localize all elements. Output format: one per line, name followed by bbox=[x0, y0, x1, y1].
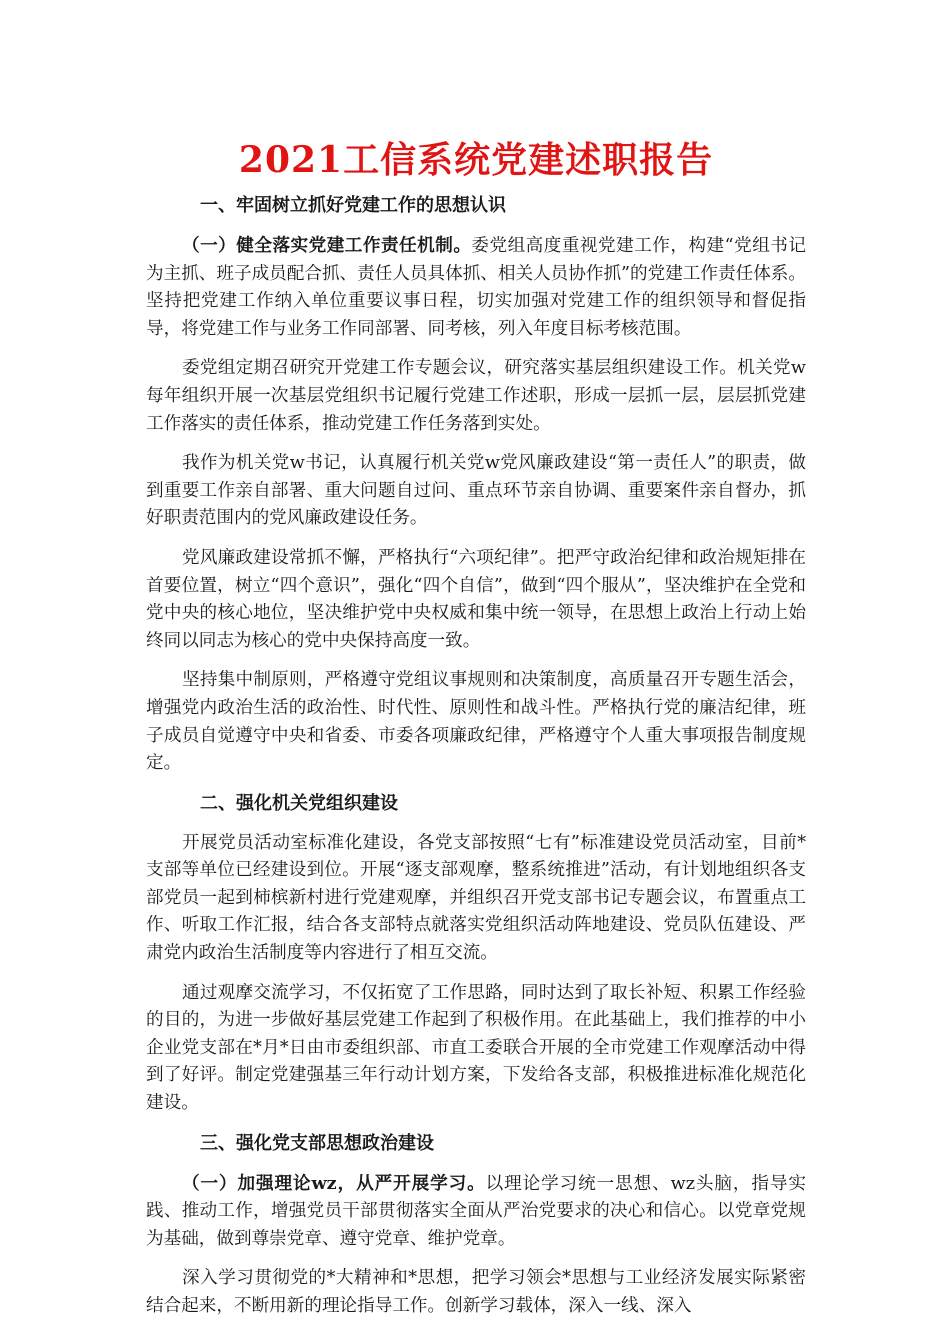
paragraph-text: 委党组定期召研究开党建工作专题会议，研究落实基层组织建设工作。机关党w每年组织开展一次基层党组织书记履行党建工作述职，形成一层抓一层，层层抓党建工作落实的责任体系，推动党建工作任务落到实处。 bbox=[146, 358, 806, 434]
paragraph-text: 开展党员活动室标准化建设，各党支部按照“七有”标准建设党员活动室，目前*支部等单位已经建设到位。开展“逐支部观摩，整系统推进”活动，有计划地组织各支部党员一起到柿槟新村进行党建观摩，并组织召开党支部书记专题会议，布置重点工作、听取工作汇报，结合各支部特点就落实党组织活动阵地建设、党员队伍建设、严肃党内政治生活制度等内容进行了相互交流。 bbox=[146, 832, 806, 964]
paragraph bbox=[146, 355, 806, 438]
document-title: 2021工信系统党建述职报告 bbox=[238, 139, 714, 181]
paragraph bbox=[146, 667, 806, 777]
paragraph-text: 坚持集中制原则，严格遵守党组议事规则和决策制度，高质量召开专题生活会，增强党内政治生活的政治性、时代性、原则性和战斗性。严格执行党的廉洁纪律，班子成员自觉遵守中央和省委、市委各项廉政纪律，严格遵守个人重大事项报告制度规定。 bbox=[146, 670, 806, 774]
paragraph bbox=[146, 1265, 806, 1320]
section-heading: 二、强化机关党组织建设 bbox=[200, 792, 398, 814]
paragraph bbox=[146, 830, 806, 968]
paragraph-text: 我作为机关党w书记，认真履行机关党w党风廉政建设“第一责任人”的职责，做到重要工作亲自部署、重大问题自过问、重点环节亲自协调、重要案件亲自督办，抓好职责范围内的党风廉政建设任务。 bbox=[146, 453, 806, 529]
section-heading: 三、强化党支部思想政治建设 bbox=[200, 1132, 434, 1154]
paragraph-lead: （一）健全落实党建工作责任机制。 bbox=[182, 235, 472, 256]
paragraph bbox=[146, 545, 806, 655]
document-page bbox=[146, 136, 806, 1333]
paragraph-lead: （一）加强理论wz，从严开展学习。 bbox=[182, 1172, 486, 1194]
paragraph-text: 党风廉政建设常抓不懈，严格执行“六项纪律”。把严守政治纪律和政治规矩排在首要位置，树立“四个意识”，强化“四个自信”，做到“四个服从”，坚决维护在全党和党中央的核心地位，坚决维护党中央权威和集中统一领导，在思想上政治上行动上始终同以同志为核心的党中央保持高度一致。 bbox=[146, 547, 806, 651]
section-heading: 一、牢固树立抓好党建工作的思想认识 bbox=[200, 195, 506, 216]
paragraph bbox=[146, 232, 806, 343]
paragraph bbox=[146, 980, 806, 1118]
paragraph bbox=[146, 1170, 806, 1254]
paragraph-text: 以理论学习统一思想、wz头脑，指导实践、推动工作，增强党员干部贯彻落实全面从严治党要求的决心和信心。以党章党规为基础，做到尊崇党章、遵守党章、维护党章。 bbox=[146, 1173, 806, 1249]
paragraph-text: 深入学习贯彻党的*大精神和*思想，把学习领会*思想与工业经济发展实际紧密结合起来，不断用新的理论指导工作。创新学习载体，深入一线、深入 bbox=[146, 1268, 806, 1316]
paragraph-text: 通过观摩交流学习，不仅拓宽了工作思路，同时达到了取长补短、积累工作经验的目的，为进一步做好基层党建工作起到了积极作用。在此基础上，我们推荐的中小企业党支部在*月*日由市委组织部、市直工委联合开展的全市党建工作观摩活动中得到了好评。制定党建强基三年行动计划方案，下发给各支部，积极推进标准化规范化建设。 bbox=[146, 982, 806, 1114]
paragraph bbox=[146, 450, 806, 533]
paragraph-text: 委党组高度重视党建工作，构建“党组书记为主抓、班子成员配合抓、责任人员具体抓、相关人员协作抓”的党建工作责任体系。坚持把党建工作纳入单位重要议事日程，切实加强对党建工作的组织领导和督促指导，将党建工作与业务工作同部署、同考核，列入年度目标考核范围。 bbox=[146, 236, 806, 339]
